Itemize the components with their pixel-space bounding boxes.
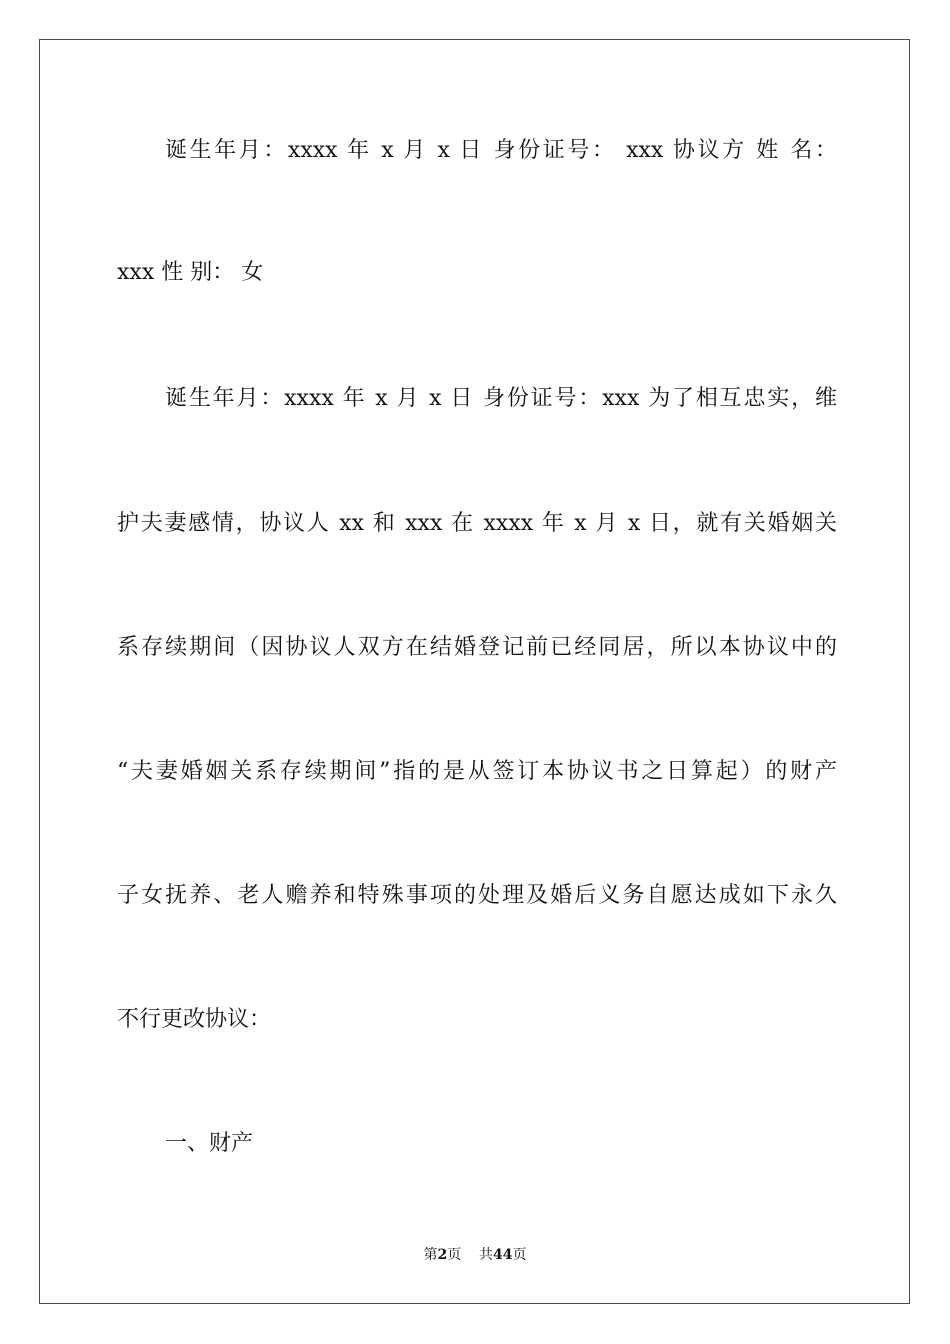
text-line-7: 子女抚养、老人赡养和特殊事项的处理及婚后义务自愿达成如下永久 (117, 883, 837, 908)
footer-page-number: 2 (437, 1247, 448, 1263)
footer-total-pages: 44 (493, 1247, 513, 1263)
text-line-6: “夫妻婚姻关系存续期间”指的是从签订本协议书之日算起）的财产 (117, 759, 837, 784)
text-line-2: xxx 性 别： 女 (117, 260, 264, 285)
text-line-8: 不行更改协议： (117, 1007, 272, 1032)
text-line-4: 护夫妻感情，协议人 xx 和 xxx 在 xxxx 年 x 月 x 日，就有关婚姻关 (117, 511, 837, 536)
footer-page-prefix: 第 (423, 1247, 438, 1263)
text-line-1: 诞生年月：xxxx 年 x 月 x 日 身份证号： xxx 协议方 姓 名： (165, 138, 837, 163)
text-line-3: 诞生年月：xxxx 年 x 月 x 日 身份证号：xxx 为了相互忠实，维 (165, 386, 837, 411)
footer-total-prefix: 共 (479, 1247, 494, 1263)
footer-page-suffix: 页 (447, 1247, 462, 1263)
text-line-5: 系存续期间（因协议人双方在结婚登记前已经同居，所以本协议中的 (117, 635, 837, 660)
footer-total-suffix: 页 (512, 1247, 527, 1263)
section-heading-property: 一、财产 (165, 1131, 254, 1156)
page-border (39, 39, 910, 1304)
page-footer (0, 1246, 950, 1264)
